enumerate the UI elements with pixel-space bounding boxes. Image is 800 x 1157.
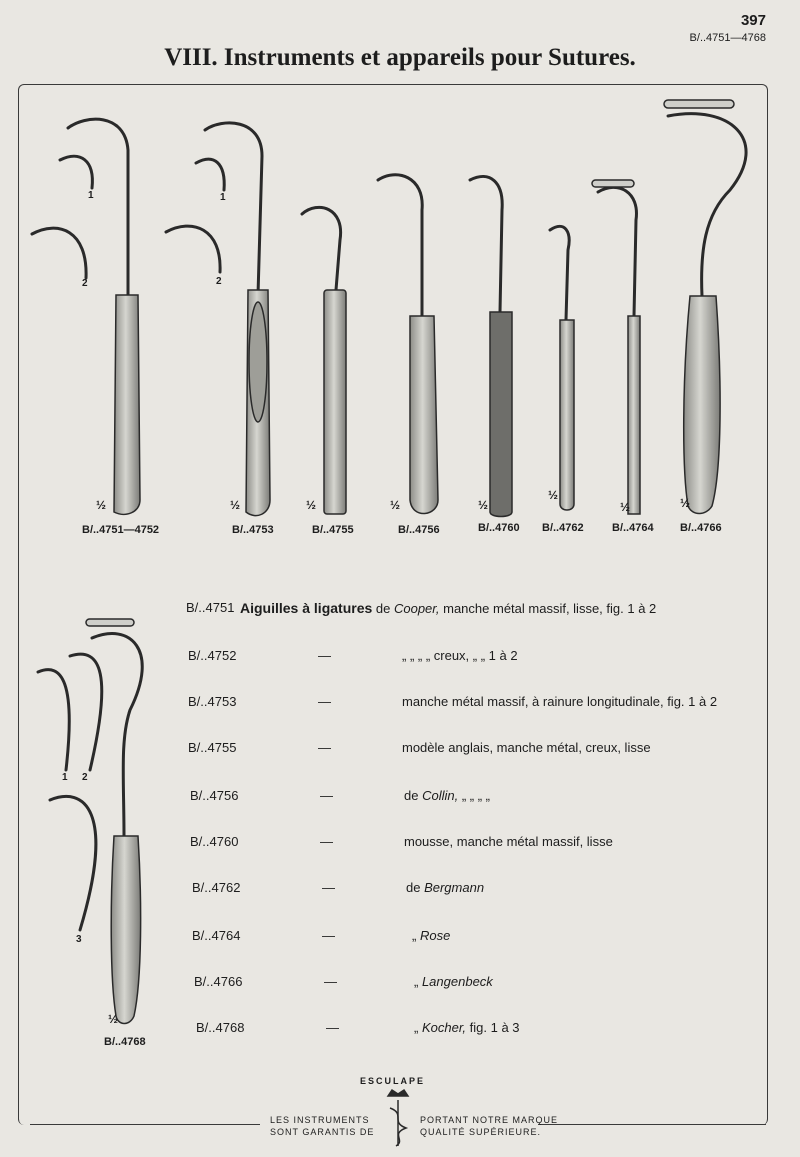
catalog-desc-post: „ „ „ „	[458, 788, 490, 803]
page-title: VIII. Instruments et appareils pour Sutures.	[164, 44, 636, 71]
catalog-desc-pre: „	[412, 928, 420, 943]
needle-4764-clip	[592, 180, 634, 187]
catalog-desc-post: fig. 1 à 3	[466, 1020, 520, 1035]
needle-4751-fig1	[60, 156, 92, 188]
instrument-label-4768: B/..4768	[104, 1036, 146, 1048]
footer-right-line2: QUALITÉ SUPÉRIEURE.	[420, 1127, 542, 1137]
needle-4762-hook	[550, 226, 569, 320]
needle-4753-fig1	[196, 159, 224, 190]
fig-number-2-a: 2	[82, 278, 88, 289]
handle-4762	[560, 320, 574, 510]
catalog-code: B/..4755	[188, 740, 237, 755]
handle-4766	[684, 296, 720, 514]
handle-4760	[490, 312, 512, 517]
catalog-dash: —	[324, 974, 337, 989]
catalog-code: B/..4756	[190, 788, 239, 803]
catalog-desc-italic: Langenbeck	[421, 974, 493, 989]
instrument-label-4755: B/..4755	[312, 524, 354, 536]
catalog-description	[404, 788, 490, 803]
fig-number-1-b: 1	[220, 192, 226, 203]
catalog-desc-italic: Cooper,	[393, 601, 440, 616]
catalog-description	[414, 974, 493, 989]
brand-name: ESCULAPE	[360, 1076, 426, 1086]
catalog-dash: —	[322, 928, 335, 943]
needle-4755-hook	[302, 207, 341, 290]
needle-4756-hook	[378, 175, 422, 316]
needle-4768-clip	[86, 619, 134, 626]
instrument-label-4764: B/..4764	[612, 522, 654, 534]
catalog-desc-pre: manche métal massif, à rainure longitudinale, fig. 1 à 2	[402, 694, 718, 709]
needle-4766-clip	[664, 100, 734, 108]
catalog-code: B/..4760	[190, 834, 239, 849]
instrument-label-4753: B/..4753	[232, 524, 274, 536]
catalog-description	[412, 928, 450, 943]
catalog-desc-italic: Kocher,	[421, 1020, 467, 1035]
scale-4755: ½	[306, 498, 317, 512]
catalog-desc-pre: „	[414, 1020, 422, 1035]
handle-4764	[628, 316, 640, 514]
footer-right-text	[420, 1114, 558, 1138]
catalog-dash: —	[318, 694, 331, 709]
fig-number-2-c: 2	[82, 772, 88, 783]
footer-right-line1: PORTANT NOTRE MARQUE	[420, 1115, 559, 1125]
catalog-desc-pre: de	[404, 788, 423, 803]
needle-4766-hook	[668, 114, 746, 296]
catalog-code: B/..4766	[194, 974, 243, 989]
footer-rule-right	[538, 1124, 766, 1125]
catalog-code: B/..4753	[188, 694, 237, 709]
fig-number-3-c: 3	[76, 934, 82, 945]
needle-4764-hook	[598, 187, 636, 316]
handle-4753-groove	[249, 302, 267, 422]
handle-4768	[111, 836, 140, 1024]
footer-left-line1: LES INSTRUMENTS	[270, 1115, 370, 1125]
instrument-label-4760: B/..4760	[478, 522, 520, 534]
catalog-code: B/..4752	[188, 648, 237, 663]
scale-4768: ½	[108, 1012, 119, 1026]
handle-4756	[410, 316, 438, 514]
instrument-label-4762: B/..4762	[542, 522, 584, 534]
catalog-desc-pre: de	[375, 601, 394, 616]
catalog-desc-pre: de	[406, 880, 425, 895]
fig-number-2-b: 2	[216, 276, 222, 287]
needle-4760-hook	[470, 177, 502, 312]
catalog-dash: —	[320, 788, 333, 803]
catalog-dash: —	[318, 648, 331, 663]
catalog-code: B/..4762	[192, 880, 241, 895]
scale-4760: ½	[478, 498, 489, 512]
catalog-desc-pre: modèle anglais, manche métal, creux, lisse	[402, 740, 651, 755]
needle-4768-fig1	[38, 670, 69, 770]
handle-4755	[324, 290, 346, 514]
catalog-desc-pre: „	[414, 974, 422, 989]
catalog-dash: —	[322, 880, 335, 895]
scale-4751: ½	[96, 498, 107, 512]
scale-4756: ½	[390, 498, 401, 512]
esculape-emblem	[388, 1090, 408, 1146]
needle-4753-hook	[205, 123, 262, 295]
fig-number-1-a: 1	[88, 190, 94, 201]
scale-4766: ½	[680, 496, 691, 510]
catalog-description	[402, 694, 717, 709]
needle-4768-fig3	[50, 796, 96, 930]
catalog-description	[404, 834, 613, 849]
instrument-label-4756: B/..4756	[398, 524, 440, 536]
footer-left-text	[270, 1114, 374, 1138]
needle-4753-fig2	[166, 226, 220, 272]
catalog-code: B/..4768	[196, 1020, 245, 1035]
needle-4768-fig2	[70, 654, 102, 770]
instrument-label-4766: B/..4766	[680, 522, 722, 534]
catalog-description	[414, 1020, 520, 1035]
needle-4751-hook	[68, 119, 128, 295]
catalog-dash: —	[320, 834, 333, 849]
needle-4751-fig2	[32, 228, 86, 278]
needle-4768-hook	[92, 634, 142, 836]
scale-4762: ½	[548, 488, 559, 502]
catalog-dash: —	[326, 1020, 339, 1035]
scale-4753: ½	[230, 498, 241, 512]
page-number: 397	[740, 12, 766, 29]
page-reference: B/..4751—4768	[689, 32, 766, 44]
scale-4764: ½	[620, 500, 631, 514]
catalog-code: B/..4751	[186, 600, 235, 615]
catalog-description	[402, 740, 651, 755]
catalog-desc-italic: Rose	[419, 928, 451, 943]
handle-4751	[114, 295, 140, 514]
catalog-description	[406, 880, 484, 895]
catalog-desc-italic: Collin,	[422, 788, 459, 803]
catalog-code: B/..4764	[192, 928, 241, 943]
footer-rule-left	[30, 1124, 260, 1125]
catalog-description	[402, 648, 518, 663]
catalog-desc-pre: mousse, manche métal massif, lisse	[404, 834, 613, 849]
fig-number-1-c: 1	[62, 772, 68, 783]
catalog-dash: —	[318, 740, 331, 755]
footer-left-line2: SONT GARANTIS DE	[270, 1127, 375, 1137]
catalog-desc-pre: „ „ „ „ creux, „ „ 1 à 2	[402, 648, 518, 663]
catalog-description	[240, 600, 656, 616]
catalog-entry-title: Aiguilles à ligatures	[240, 600, 373, 616]
catalog-desc-post: manche métal massif, lisse, fig. 1 à 2	[439, 601, 657, 616]
instrument-label-4751-4752: B/..4751—4752	[82, 524, 160, 536]
catalog-desc-italic: Bergmann	[424, 880, 485, 895]
